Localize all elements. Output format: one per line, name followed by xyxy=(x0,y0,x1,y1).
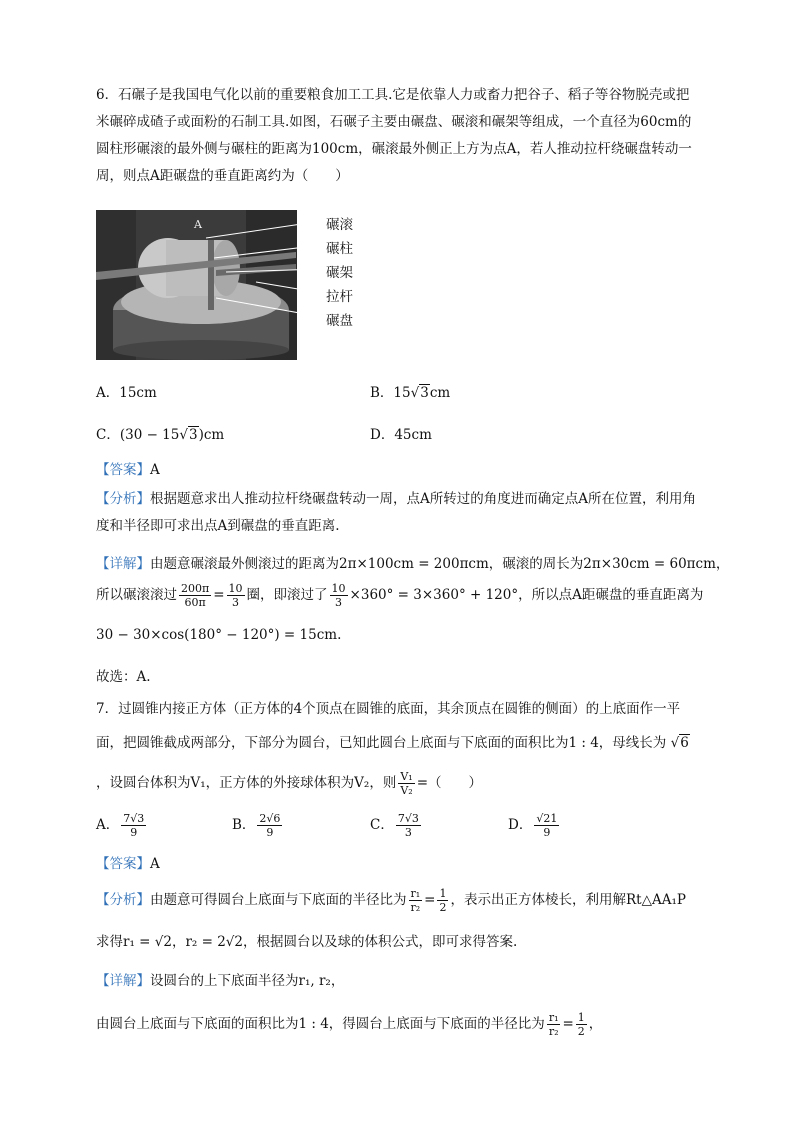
denominator: r₂ xyxy=(410,901,421,914)
numerator: √21 xyxy=(536,812,558,825)
numerator: r₁ xyxy=(548,1011,559,1024)
q6-option-b-text: B．15 xyxy=(370,385,411,401)
stem-text: 面，把圆锥截成两部分，下部分为圆台，已知此圆台上底面与下底面的面积比为1 : 4，母线长为 xyxy=(96,735,667,751)
analysis-tag: 【分析】 xyxy=(96,491,150,507)
q7-option-b xyxy=(232,812,284,839)
q6-analysis xyxy=(96,486,700,540)
fraction xyxy=(534,812,559,839)
figure-label-disc: 碾盘 xyxy=(326,313,353,329)
detail-text: 所以碾滚滚过 xyxy=(96,587,177,603)
numerator: 1 xyxy=(439,887,447,900)
option-label: B． xyxy=(232,817,256,833)
denominator: 9 xyxy=(130,826,138,839)
q7-answer xyxy=(96,852,160,872)
q7-stem-line-3 xyxy=(96,770,482,797)
q7-stem-line-2: 面，把圆锥截成两部分，下部分为圆台，已知此圆台上底面与下底面的面积比为1 : 4，母线长为 √6 xyxy=(96,735,689,751)
denominator: 3 xyxy=(232,596,240,609)
stem-text: =（ ） xyxy=(416,775,482,791)
figure-label-pillar: 碾柱 xyxy=(326,241,353,257)
fraction xyxy=(179,582,211,609)
denominator: r₂ xyxy=(548,1025,559,1038)
analysis-tag: 【分析】 xyxy=(96,892,150,908)
denominator: 9 xyxy=(543,826,551,839)
denominator: 2 xyxy=(577,1025,585,1038)
numerator: V₁ xyxy=(400,770,413,783)
denominator: 3 xyxy=(335,596,343,609)
analysis-text: = xyxy=(424,892,436,908)
option-label: C． xyxy=(370,817,394,833)
fraction xyxy=(121,812,146,839)
answer-tag: 【答案】 xyxy=(96,462,150,478)
detail-text: = xyxy=(213,587,225,603)
q6-option-d: D．45cm xyxy=(370,427,432,443)
q7-detail-line-2 xyxy=(96,1011,602,1038)
q7-option-d xyxy=(508,812,561,839)
detail-text: 设圆台的上下底面半径为r₁, r₂， xyxy=(150,973,345,989)
q6-option-c-radicand: 3 xyxy=(188,427,198,443)
figure-point-label: A xyxy=(194,218,202,231)
q6-option-c-label: C． xyxy=(96,427,120,443)
figure-label-roller: 碾滚 xyxy=(326,217,353,233)
q6-stem: 6．石碾子是我国电气化以前的重要粮食加工工具.它是依靠人力或畜力把谷子、稻子等谷物脱壳或把米碾碎成碴子或面粉的石制工具.如图，石碾子主要由碾盘、碾滚和碾架等组成，一个直径为60cm的圆柱形碾滚的最外侧与碾柱的距离为100cm，碾滚最外侧正上方为点A，若人推动拉杆绕碾盘转动一周，则点A距碾盘的垂直距离约为（ ） xyxy=(96,87,692,184)
q6-option-b-unit: cm xyxy=(429,385,451,401)
q6-option-c-expr: (30 − 15 xyxy=(119,427,180,443)
analysis-text: 根据题意求出人推动拉杆绕碾盘转动一周，点A所转过的角度进而确定点A所在位置，利用角度和半径即可求出点A到碾盘的垂直距离. xyxy=(96,491,696,534)
denominator: 9 xyxy=(266,826,274,839)
numerator: 2√6 xyxy=(259,812,281,825)
answer-value: A xyxy=(150,462,160,478)
detail-text: 由圆台上底面与下底面的面积比为1 : 4，得圆台上底面与下底面的半径比为 xyxy=(96,1016,545,1032)
denominator: V₂ xyxy=(400,784,413,797)
q6-option-b-radicand: 3 xyxy=(420,385,429,401)
q6-detail-line-3: 30 − 30×cos(180° − 120°) = 15cm. xyxy=(96,627,342,643)
answer-value: A xyxy=(150,856,160,872)
numerator: 7√3 xyxy=(397,812,419,825)
analysis-text: 由题意可得圆台上底面与下底面的半径比为 xyxy=(150,892,407,908)
q7-analysis-line-2: 求得r₁ = √2，r₂ = 2√2，根据圆台以及球的体积公式，即可求得答案. xyxy=(96,934,518,950)
fraction xyxy=(396,812,421,839)
detail-text: 圈，即滚过了 xyxy=(246,587,328,603)
figure-label-pull-rod: 拉杆 xyxy=(326,289,353,305)
denominator: 60π xyxy=(184,596,206,609)
analysis-text: ，表示出正方体棱长，利用解Rt△AA₁P xyxy=(450,892,686,908)
q6-answer xyxy=(96,458,160,478)
q7-analysis-line-1 xyxy=(96,887,686,914)
stem-text: ，设圆台体积为V₁，正方体的外接球体积为V₂，则 xyxy=(96,775,397,791)
figure-leader-lines xyxy=(96,210,356,362)
q6-detail-line-1 xyxy=(96,552,729,572)
stone-mill-figure xyxy=(96,210,356,362)
q6-option-a: A．15cm xyxy=(96,385,157,401)
detail-tag: 【详解】 xyxy=(96,556,150,572)
fraction xyxy=(257,812,282,839)
answer-tag: 【答案】 xyxy=(96,856,150,872)
detail-tag: 【详解】 xyxy=(96,973,150,989)
q6-option-c: C．(30 − 15√3)cm xyxy=(96,427,225,443)
q7-option-a xyxy=(96,812,148,839)
q6-option-c-unit: )cm xyxy=(198,427,225,443)
detail-text: = xyxy=(562,1016,574,1032)
q7-stem-line-1: 7．过圆锥内接正方体（正方体的4个顶点在圆锥的底面，其余顶点在圆锥的侧面）的上底面作一平 xyxy=(96,701,681,717)
fraction xyxy=(398,770,414,797)
fraction xyxy=(227,582,245,609)
q7-detail-line-1 xyxy=(96,969,344,989)
figure-label-frame: 碾架 xyxy=(326,265,353,281)
detail-text: ， xyxy=(588,1016,603,1032)
option-label: D． xyxy=(508,817,533,833)
numerator: 10 xyxy=(331,582,346,595)
denominator: 3 xyxy=(404,826,412,839)
q6-detail-line-2 xyxy=(96,582,703,609)
fraction xyxy=(437,887,448,914)
detail-text: ×360° = 3×360° + 120°，所以点A距碾盘的垂直距离为 xyxy=(349,587,704,603)
denominator: 2 xyxy=(439,901,447,914)
fraction xyxy=(409,887,423,914)
radicand: 6 xyxy=(680,735,689,751)
q6-option-b: B．15√3cm xyxy=(370,385,451,401)
numerator: 7√3 xyxy=(123,812,145,825)
fraction xyxy=(547,1011,561,1038)
numerator: 10 xyxy=(228,582,243,595)
q7-option-c xyxy=(370,812,423,839)
q6-choice: 故选：A. xyxy=(96,669,151,685)
option-label: A． xyxy=(96,817,120,833)
numerator: 1 xyxy=(577,1011,585,1024)
numerator: r₁ xyxy=(410,887,421,900)
detail-text: 由题意碾滚最外侧滚过的距离为2π×100cm = 200πcm，碾滚的周长为2π×30cm = 60πcm， xyxy=(150,556,730,572)
fraction xyxy=(330,582,348,609)
numerator: 200π xyxy=(181,582,210,595)
fraction xyxy=(576,1011,587,1038)
